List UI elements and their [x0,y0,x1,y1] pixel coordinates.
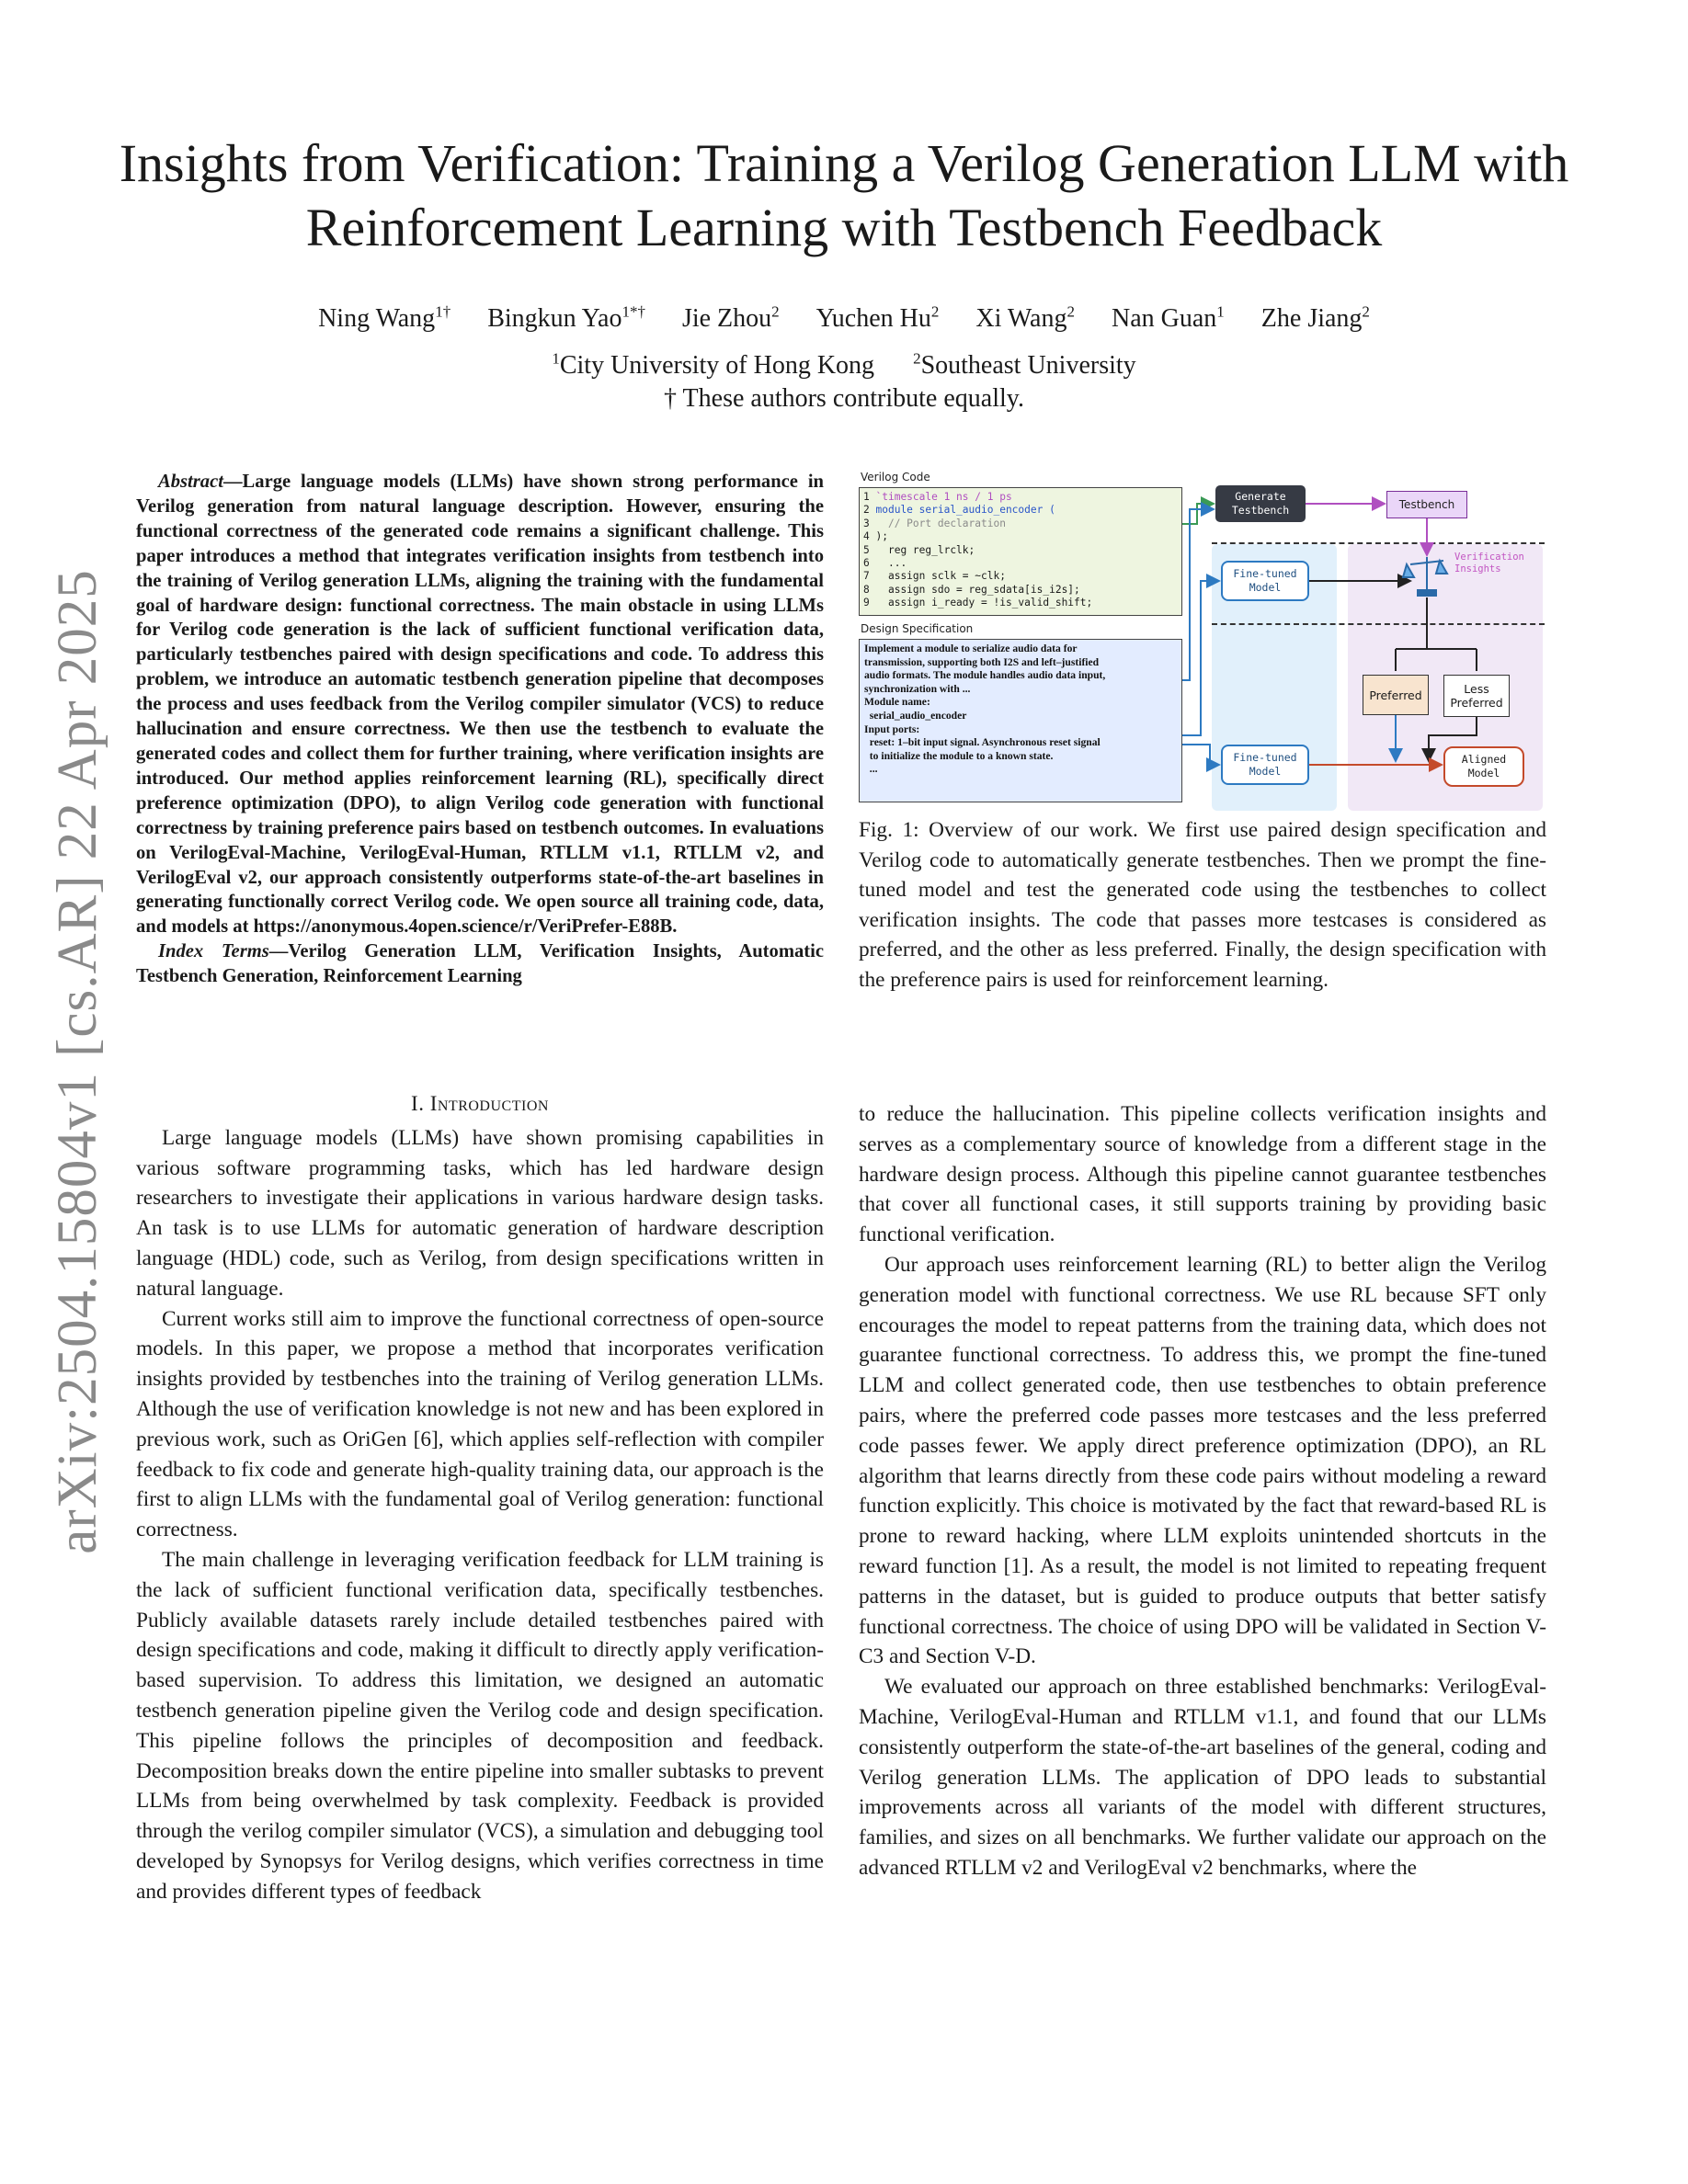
affil-1: City University of Hong Kong [559,351,875,380]
arxiv-side-stamp: arXiv:2504.15804v1 [cs.AR] 22 Apr 2025 [47,569,108,1554]
author-1 [487,304,645,333]
paper-title: Insights from Verification: Training a Verilog Generation LLM with Reinforcement Learning with Testbench Feedback [119,133,1569,257]
author-affil-sup: 2 [771,302,780,321]
intro-paragraph-4: Our approach uses reinforcement learning (RL) to better align the Verilog generation model with functional correctness. We use RL because SFT only encourages the model to repeat patterns from the training data, which does not guarantee functional correctness. To address this, we prompt the fine-tuned LLM and collect generated code, then use testbenches to obtain preference pairs, where the preferred code passes more testcases and the less preferred code passes fewer. We apply direct preference optimization (DPO), an RL algorithm that learns directly from these code pairs without modeling a reward function explicitly. This choice is motivated by the fact that reward-based RL is prone to reward hacking, where LLM exploits unintended shortcuts in the reward function [1]. As a result, the model is not limited to repeating frequent patterns in the dataset, but is guided to produce outputs that better satisfy functional correctness. The choice of using DPO will be validated in Section V-C3 and Section V-D. [859,1252,1546,1669]
affil-2: Southeast University [920,351,1136,380]
code-line-text: `timescale 1 ns / 1 ps [875,491,1012,503]
scale-icon [1403,557,1447,596]
aligned-model-box: Aligned Model [1443,746,1524,787]
finetuned-model-box-bottom: Fine-tuned Model [1221,745,1309,785]
code-line-number: 3 [863,517,870,529]
testbench-box: Testbench [1386,491,1467,518]
code-line-text: assign i_ready = !is_valid_shift; [875,597,1093,609]
author-name: Ning Wang [318,304,436,333]
abstract [136,470,824,989]
section-number: I. [411,1092,425,1115]
author-name: Xi Wang [975,304,1067,333]
less-preferred-box: Less Preferred [1443,675,1510,717]
spec-line: Implement a module to serialize audio data for [864,643,1078,654]
affil-1-sup: 1 [552,349,560,368]
author-6 [1261,304,1370,333]
spec-line: Input ports: [864,722,920,735]
author-list [101,303,1587,335]
author-affil-sup: 1*† [622,302,645,321]
intro-paragraph-1: Large language models (LLMs) have shown promising capabilities in various software programming tasks, which has led hardware design researchers to investigate their applications in various hardware design tasks. An task is to use LLMs for automatic generation of hardware description language (HDL) code, such as Verilog, from design specifications written in natural language. [136,1125,824,1301]
spec-line: Module name: [864,696,930,709]
code-line-number: 9 [863,597,870,609]
author-affil-sup: 1† [435,302,451,321]
right-column [859,1099,1546,1883]
caption-label: Fig. 1: [859,818,919,842]
intro-continuation: to reduce the hallucination. This pipeline collects verification insights and serves as a complementary source of knowledge from a different stage in the hardware design process. Although this pipeline cannot guarantee testbenches that cover all functional cases, it still supports training by providing basic functional verification. [859,1102,1546,1247]
code-line-number: 1 [863,491,870,503]
code-line-text: reg reg_lrclk; [875,543,975,556]
section-heading [136,1089,824,1120]
abstract-label: Abstract [158,472,223,492]
code-line-number: 5 [863,543,870,556]
caption-text: Overview of our work. We first use paired design specification and Verilog code to automatically generate testbenches. Then we prompt the fine-tuned model and test the generated code using the testbenches to collect verification insights. The code that passes more testcases is considered as preferred, and the other as less preferred. Finally, the design specification with the preference pairs is used for reinforcement learning. [859,818,1546,992]
code-line-text: // Port declaration [875,517,1006,529]
preferred-box: Preferred [1363,675,1429,715]
author-name: Jie Zhou [681,304,772,333]
spec-line: ... [864,763,878,776]
code-line-text: assign sdo = reg_sdata[is_i2s]; [875,583,1080,596]
spec-line: synchronization with ... [864,682,971,695]
left-column [136,1089,824,1907]
code-line-number: 8 [863,583,870,596]
author-name: Bingkun Yao [487,304,622,333]
verilog-code-label: Verilog Code [861,471,930,483]
author-affil-sup: 2 [1066,302,1075,321]
code-line-number: 2 [863,504,870,517]
author-affil-sup: 2 [1362,302,1370,321]
finetuned-model-box-top: Fine-tuned Model [1221,561,1309,601]
code-line-text: assign sclk = ~clk; [875,570,1006,583]
arxiv-side-stamp-wrap [41,569,115,1554]
code-line-number: 7 [863,570,870,583]
index-terms-text: —Verilog Generation LLM, Verification Insights, Automatic Testbench Generation, Reinforcement Learning [136,941,824,987]
figure-1 [859,469,1546,809]
author-name: Yuchen Hu [815,304,931,333]
code-line-text: ... [875,557,907,570]
code-line-number: 4 [863,530,870,543]
intro-paragraph-3: The main challenge in leveraging verification feedback for LLM training is the lack of sufficient functional verification data, specifically testbenches. Publicly available datasets rarely include detailed testbenches paired with design specifications and code, making it difficult to directly apply verification-based supervision. To address this limitation, we designed an automatic testbench generation pipeline given the Verilog code and design specification. This pipeline follows the principles of decomposition and feedback. Decomposition breaks down the entire pipeline into smaller subtasks to prevent LLMs from being overwhelmed by task complexity. Feedback is provided through the verilog compiler simulator (VCS), a simulation and debugging tool developed by Synopsys for Verilog designs, which verifies correctness in time and provides different types of feedback [136,1547,824,1904]
index-terms-label: Index Terms [158,941,269,962]
spec-line: reset: 1–bit input signal. Asynchronous reset signal [864,736,1101,749]
code-line-text: ); [875,530,888,543]
author-5 [1112,304,1225,333]
spec-line: to initialize the module to a known state. [864,749,1054,762]
abstract-text: —Large language models (LLMs) have shown strong performance in Verilog generation from natural language description. However, ensuring the functional correctness of the generated code remains a significant challenge. This paper introduces a method that integrates verification insights from testbench into the training of Verilog generation LLMs, aligning the training with the fundamental goal of hardware design: functional correctness. The main obstacle in using LLMs for Verilog code generation is the lack of sufficient functional verification data, particularly testbenches paired with design specifications and code. To address this problem, we introduce an automatic testbench generation pipeline that decomposes the process and uses feedback from the Verilog compiler simulator (VCS) to reduce hallucination and ensure correctness. We then use the testbench to evaluate the generated codes and collect them for further training, where verification insights are introduced. Our method applies reinforcement learning (RL), specifically direct preference optimization (DPO), to align Verilog code generation with functional correctness by training preference pairs based on testbench outcomes. In evaluations on VerilogEval-Machine, VerilogEval-Human, RTLLM v1.1, RTLLM v2, and VerilogEval v2, our approach consistently outperforms state-of-the-art baselines in generating functionally correct Verilog code. We open source all training code, data, and models at https://anonymous.4open.science/r/VeriPrefer-E88B. [136,472,824,938]
affil-2-sup: 2 [913,349,921,368]
author-affil-sup: 2 [930,302,940,321]
author-3 [816,304,940,333]
code-line-text: module serial_audio_encoder ( [875,504,1055,517]
generate-testbench-box: Generate Testbench [1215,485,1306,522]
spec-line: serial_audio_encoder [864,709,967,722]
design-spec-label: Design Specification [861,622,974,635]
spec-line: transmission, supporting both I2S and left–justified [864,655,1100,668]
author-name: Nan Guan [1111,304,1217,333]
author-4 [975,304,1075,333]
equal-contribution-note: † These authors contribute equally. [664,384,1024,413]
figure-caption [859,815,1546,995]
author-name: Zhe Jiang [1260,304,1363,333]
code-line-number: 6 [863,557,870,570]
affiliations [101,349,1587,415]
author-2 [682,304,780,333]
verification-insights-label: Verification Insights [1454,552,1524,574]
author-affil-sup: 1 [1216,302,1225,321]
intro-paragraph-2: Current works still aim to improve the functional correctness of open-source models. In this paper, we propose a method that incorporates verification insights provided by testbenches into the training of Verilog generation LLMs. Although the use of verification knowledge is not new and has been explored in previous work, such as OriGen [6], which applies self-reflection with compiler feedback to fix code and generate high-quality training data, our approach is the first to align LLMs with the fundamental goal of Verilog generation: functional correctness. [136,1306,824,1542]
intro-paragraph-5: We evaluated our approach on three established benchmarks: VerilogEval-Machine, VerilogEval-Human and RTLLM v1.1, and found that our LLMs consistently outperform the state-of-the-art baselines of the general, coding and Verilog generation LLMs. The application of DPO leads to substantial improvements across all variants of the model with different structures, families, and sizes on all benchmarks. We further validate our approach on the advanced RTLLM v2 and VerilogEval v2 benchmarks, where the [859,1675,1546,1880]
author-0 [318,304,451,333]
spec-line: audio formats. The module handles audio data input, [864,669,1106,682]
section-title: Introduction [429,1092,549,1115]
